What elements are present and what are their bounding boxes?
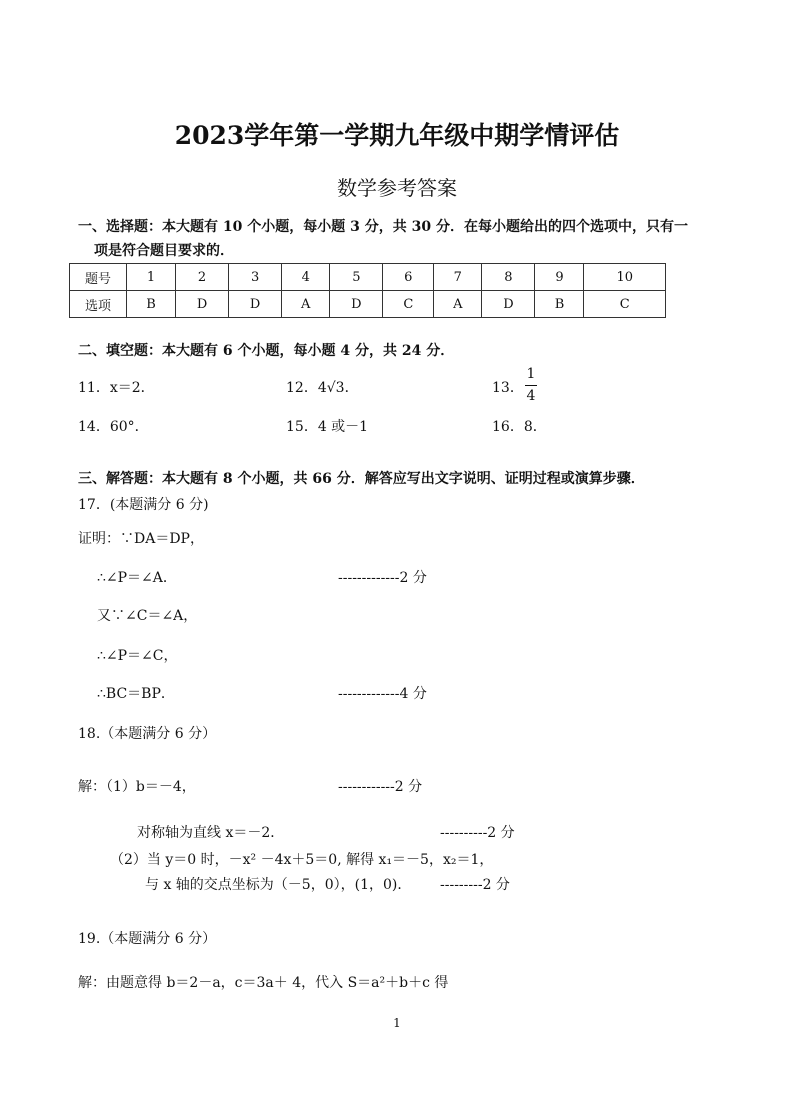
q18-score1: ------------2 分 [338, 779, 423, 795]
table-row-numbers [70, 264, 666, 291]
fraction-denominator: 4 [526, 388, 536, 404]
section1-heading-line2: 项是符合题目要求的． [94, 243, 234, 259]
q18-score2: ----------2 分 [440, 825, 515, 841]
q18-line2: 对称轴为直线 x＝－2． [137, 825, 285, 841]
page-subtitle: 数学参考答案 [337, 176, 457, 200]
page-title: 2023学年第一学期九年级中期学情评估 [174, 121, 620, 150]
q17-line3: 又∵∠C＝∠A， [97, 608, 198, 624]
section3-heading: 三、解答题：本大题有 8 个小题，共 66 分．解答应写出文字说明、证明过程或演算步骤． [78, 471, 645, 487]
table-header-cell: 题号 [70, 264, 127, 291]
answer-11 [78, 377, 155, 397]
page-number: 1 [393, 1016, 401, 1030]
answer-12-value: 4√3． [317, 380, 359, 396]
table-cell: 9 [535, 264, 584, 291]
fraction-bar [525, 385, 537, 386]
table-cell: A [282, 291, 330, 318]
table-cell: D [176, 291, 229, 318]
table-header-cell: 选项 [70, 291, 127, 318]
q18-score4: ---------2 分 [440, 877, 510, 893]
table-cell: 10 [584, 264, 666, 291]
q18-line3: （2）当 y＝0 时，－x² －4x＋5＝0, 解得 x₁＝－5，x₂＝1， [110, 852, 494, 868]
table-cell: 6 [383, 264, 434, 291]
answer-11-value: x＝2． [109, 380, 155, 396]
q17-line4: ∴∠P＝∠C， [97, 648, 178, 664]
table-cell: 5 [330, 264, 383, 291]
table-cell: 7 [434, 264, 482, 291]
q17-line2: ∴∠P＝∠A． [97, 570, 177, 586]
answer-16: 16．8． [492, 419, 547, 435]
q17-title: 17．(本题满分 6 分) [78, 497, 209, 513]
q18-title: 18.（本题满分 6 分） [78, 726, 217, 742]
q17-line5: ∴BC＝BP． [97, 686, 175, 702]
answer-15: 15．4 或－1 [286, 419, 369, 435]
table-cell: 1 [127, 264, 176, 291]
q19-line1: 解：由题意得 b＝2－a，c＝3a＋ 4，代入 S＝a²＋b＋c 得 [78, 975, 449, 991]
table-row-answers [70, 291, 666, 318]
table-cell: C [383, 291, 434, 318]
answer-11-number: 11． [78, 380, 110, 396]
table-cell: D [482, 291, 535, 318]
section2-heading: 二、填空题：本大题有 6 个小题，每小题 4 分，共 24 分． [78, 343, 455, 359]
table-cell: 4 [282, 264, 330, 291]
table-cell: A [434, 291, 482, 318]
table-cell: B [127, 291, 176, 318]
answer-13-number: 13． [492, 380, 524, 396]
table-cell: D [330, 291, 383, 318]
answer-12 [286, 377, 359, 397]
section1-heading-line1: 一、选择题：本大题有 10 个小题，每小题 3 分，共 30 分．在每小题给出的四个选项中，只有一 [78, 219, 688, 235]
answer-13-fraction [525, 366, 537, 405]
q18-line4: 与 x 轴的交点坐标为（－5，0），(1，0)． [145, 877, 412, 893]
q18-line1: 解：（1）b＝－4， [78, 779, 196, 795]
fraction-numerator: 1 [526, 366, 536, 382]
table-cell: 3 [229, 264, 282, 291]
q17-score4: -------------4 分 [338, 686, 427, 702]
answer-12-number: 12． [286, 380, 318, 396]
q17-line1: 证明：∵DA＝DP， [78, 531, 204, 547]
q17-score2: -------------2 分 [338, 570, 427, 586]
answer-14: 14．60°． [78, 419, 149, 435]
table-cell: 8 [482, 264, 535, 291]
table-cell: C [584, 291, 666, 318]
table-cell: 2 [176, 264, 229, 291]
q19-title: 19.（本题满分 6 分） [78, 931, 217, 947]
answer-table [69, 263, 666, 318]
table-cell: D [229, 291, 282, 318]
table-cell: B [535, 291, 584, 318]
